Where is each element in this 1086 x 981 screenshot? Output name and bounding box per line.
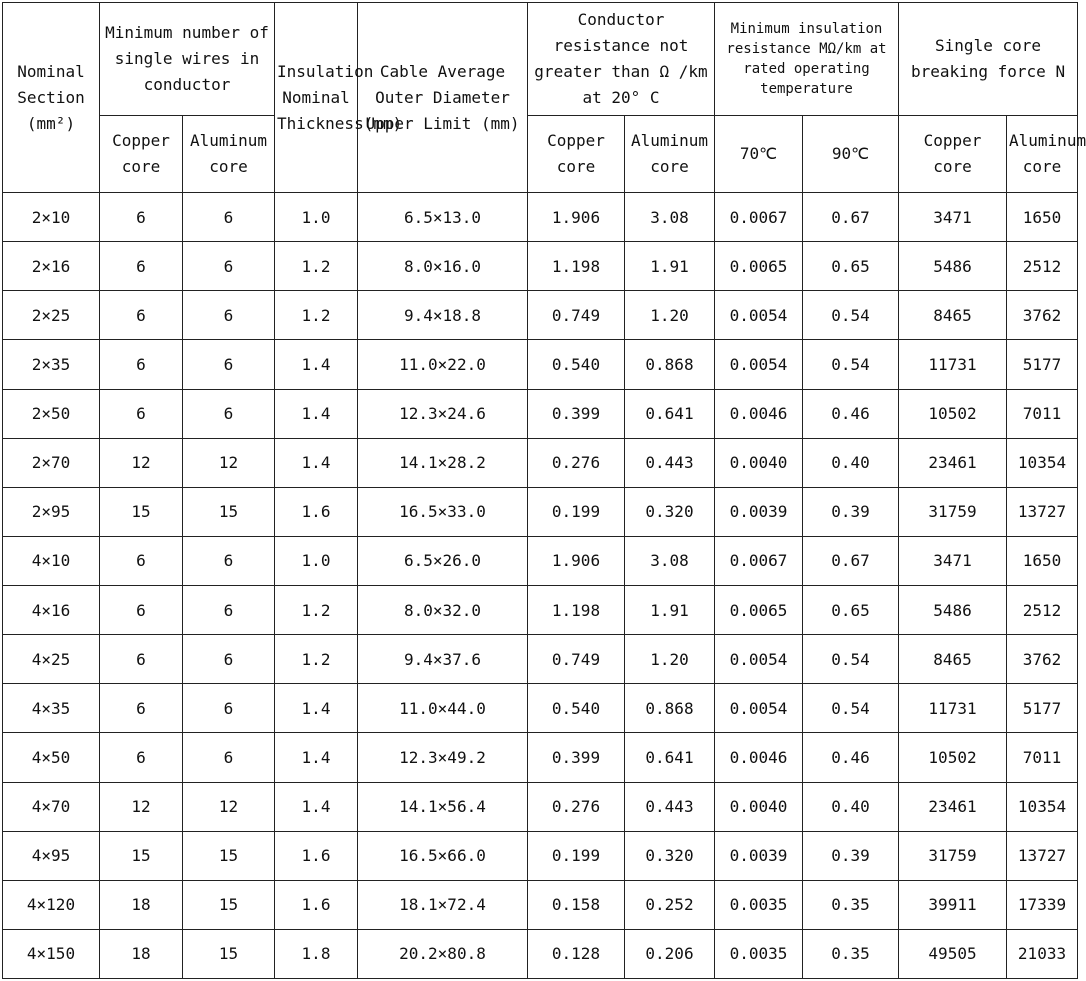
min-wires-copper-cell: 6 <box>100 242 183 291</box>
resistance-copper-cell: 0.399 <box>528 733 625 782</box>
breaking-force-copper-cell: 10502 <box>899 733 1007 782</box>
resistance-copper-cell: 0.199 <box>528 487 625 536</box>
breaking-force-copper-cell: 5486 <box>899 586 1007 635</box>
outer-diameter-cell: 12.3×24.6 <box>358 389 528 438</box>
insulation-resistance-header: Minimum insulation resistance MΩ/km at rated operating temperature <box>715 3 899 116</box>
nominal-section-cell: 4×150 <box>3 929 100 978</box>
insulation-thickness-cell: 1.2 <box>275 586 358 635</box>
outer-diameter-cell: 9.4×18.8 <box>358 291 528 340</box>
insulation-thickness-cell: 1.4 <box>275 340 358 389</box>
resistance-copper-cell: 0.276 <box>528 782 625 831</box>
table-row <box>3 536 1078 585</box>
min-wires-aluminum-cell: 12 <box>183 438 275 487</box>
insulation-resistance-90-cell: 0.35 <box>803 880 899 929</box>
outer-diameter-cell: 6.5×13.0 <box>358 193 528 242</box>
breaking-force-aluminum-cell: 5177 <box>1007 684 1078 733</box>
breaking-force-aluminum-cell: 1650 <box>1007 193 1078 242</box>
table-header <box>3 3 1086 193</box>
insulation-thickness-header: Insulation Nominal Thickness(mm) <box>275 3 358 193</box>
breaking-force-aluminum-cell: 7011 <box>1007 733 1078 782</box>
outer-diameter-cell: 8.0×16.0 <box>358 242 528 291</box>
breaking-force-aluminum-cell: 21033 <box>1007 929 1078 978</box>
temp-90-header: 90℃ <box>803 116 899 193</box>
insulation-resistance-70-cell: 0.0035 <box>715 929 803 978</box>
outer-diameter-cell: 20.2×80.8 <box>358 929 528 978</box>
resistance-aluminum-cell: 1.20 <box>625 291 715 340</box>
min-wires-copper-cell: 6 <box>100 389 183 438</box>
outer-diameter-cell: 16.5×66.0 <box>358 831 528 880</box>
resistance-aluminum-cell: 0.320 <box>625 487 715 536</box>
resistance-copper-cell: 0.540 <box>528 684 625 733</box>
insulation-thickness-cell: 1.2 <box>275 242 358 291</box>
resistance-aluminum-cell: 0.443 <box>625 782 715 831</box>
table-row <box>3 291 1078 340</box>
breaking-force-aluminum-cell: 13727 <box>1007 831 1078 880</box>
insulation-resistance-70-cell: 0.0054 <box>715 635 803 684</box>
insulation-resistance-70-cell: 0.0046 <box>715 389 803 438</box>
insulation-resistance-90-cell: 0.54 <box>803 635 899 684</box>
breaking-force-aluminum-cell: 3762 <box>1007 291 1078 340</box>
breaking-force-aluminum-cell: 1650 <box>1007 536 1078 585</box>
nominal-section-cell: 2×16 <box>3 242 100 291</box>
breaking-force-aluminum-cell: 3762 <box>1007 635 1078 684</box>
min-wires-copper-cell: 18 <box>100 880 183 929</box>
min-wires-aluminum-cell: 6 <box>183 242 275 291</box>
cable-spec-table <box>2 2 1086 979</box>
insulation-thickness-cell: 1.4 <box>275 438 358 487</box>
insulation-resistance-70-cell: 0.0054 <box>715 684 803 733</box>
insulation-resistance-90-cell: 0.39 <box>803 487 899 536</box>
nominal-section-cell: 4×10 <box>3 536 100 585</box>
insulation-thickness-cell: 1.2 <box>275 291 358 340</box>
insulation-resistance-70-cell: 0.0065 <box>715 242 803 291</box>
insulation-resistance-70-cell: 0.0040 <box>715 782 803 831</box>
resistance-aluminum-cell: 1.91 <box>625 242 715 291</box>
table-row <box>3 635 1078 684</box>
nominal-section-header: Nominal Section (mm²) <box>3 3 100 193</box>
insulation-thickness-cell: 1.2 <box>275 635 358 684</box>
insulation-thickness-cell: 1.0 <box>275 193 358 242</box>
table-row <box>3 438 1078 487</box>
outer-diameter-cell: 8.0×32.0 <box>358 586 528 635</box>
resistance-aluminum-cell: 0.641 <box>625 733 715 782</box>
resistance-copper-cell: 0.128 <box>528 929 625 978</box>
nominal-section-cell: 2×95 <box>3 487 100 536</box>
table-row <box>3 880 1078 929</box>
resistance-aluminum-cell: 1.91 <box>625 586 715 635</box>
insulation-resistance-90-cell: 0.46 <box>803 389 899 438</box>
min-wires-aluminum-cell: 15 <box>183 880 275 929</box>
breaking-force-aluminum-cell: 10354 <box>1007 782 1078 831</box>
nominal-section-cell: 4×35 <box>3 684 100 733</box>
resistance-copper-cell: 1.198 <box>528 586 625 635</box>
min-wires-aluminum-cell: 6 <box>183 193 275 242</box>
min-wires-copper-cell: 12 <box>100 438 183 487</box>
min-wires-copper-cell: 6 <box>100 193 183 242</box>
outer-diameter-cell: 11.0×44.0 <box>358 684 528 733</box>
min-wires-aluminum-cell: 15 <box>183 487 275 536</box>
breaking-force-copper-cell: 23461 <box>899 438 1007 487</box>
insulation-resistance-70-cell: 0.0039 <box>715 487 803 536</box>
insulation-resistance-90-cell: 0.65 <box>803 242 899 291</box>
insulation-resistance-90-cell: 0.35 <box>803 929 899 978</box>
breaking-force-copper-cell: 3471 <box>899 536 1007 585</box>
breaking-force-copper-cell: 11731 <box>899 684 1007 733</box>
insulation-resistance-90-cell: 0.40 <box>803 782 899 831</box>
resistance-aluminum-cell: 0.641 <box>625 389 715 438</box>
nominal-section-cell: 2×25 <box>3 291 100 340</box>
resistance-aluminum-cell: 3.08 <box>625 536 715 585</box>
resistance-aluminum-cell: 0.252 <box>625 880 715 929</box>
insulation-resistance-90-cell: 0.46 <box>803 733 899 782</box>
insulation-resistance-70-cell: 0.0067 <box>715 536 803 585</box>
resistance-copper-cell: 0.199 <box>528 831 625 880</box>
insulation-resistance-90-cell: 0.65 <box>803 586 899 635</box>
table-row <box>3 684 1078 733</box>
min-wires-header: Minimum number of single wires in conductor <box>100 3 275 116</box>
breaking-force-copper-cell: 3471 <box>899 193 1007 242</box>
resistance-copper-cell: 0.158 <box>528 880 625 929</box>
outer-diameter-cell: 11.0×22.0 <box>358 340 528 389</box>
table-row <box>3 487 1078 536</box>
min-wires-aluminum-cell: 6 <box>183 635 275 684</box>
resistance-aluminum-cell: 1.20 <box>625 635 715 684</box>
insulation-thickness-cell: 1.6 <box>275 880 358 929</box>
min-wires-aluminum-cell: 6 <box>183 733 275 782</box>
resistance-aluminum-cell: 3.08 <box>625 193 715 242</box>
insulation-resistance-90-cell: 0.54 <box>803 291 899 340</box>
insulation-resistance-90-cell: 0.54 <box>803 684 899 733</box>
min-wires-aluminum-cell: 6 <box>183 291 275 340</box>
min-wires-copper-cell: 6 <box>100 733 183 782</box>
outer-diameter-cell: 14.1×56.4 <box>358 782 528 831</box>
min-wires-aluminum-cell: 6 <box>183 684 275 733</box>
min-wires-copper-cell: 15 <box>100 487 183 536</box>
resistance-copper-cell: 0.540 <box>528 340 625 389</box>
breaking-force-copper-cell: 10502 <box>899 389 1007 438</box>
breaking-force-aluminum-cell: 2512 <box>1007 242 1078 291</box>
breaking-force-copper-cell: 39911 <box>899 880 1007 929</box>
insulation-thickness-cell: 1.4 <box>275 684 358 733</box>
min-wires-aluminum-cell: 15 <box>183 929 275 978</box>
nominal-section-cell: 4×95 <box>3 831 100 880</box>
min-wires-copper-header: Copper core <box>100 116 183 193</box>
breaking-force-aluminum-cell: 5177 <box>1007 340 1078 389</box>
min-wires-aluminum-header: Aluminum core <box>183 116 275 193</box>
table-row <box>3 831 1078 880</box>
breaking-force-aluminum-cell: 7011 <box>1007 389 1078 438</box>
table-row <box>3 340 1078 389</box>
breaking-force-copper-cell: 11731 <box>899 340 1007 389</box>
breaking-force-aluminum-cell: 17339 <box>1007 880 1078 929</box>
resistance-aluminum-cell: 0.320 <box>625 831 715 880</box>
breaking-force-copper-cell: 49505 <box>899 929 1007 978</box>
table-row <box>3 242 1078 291</box>
breaking-force-copper-cell: 8465 <box>899 635 1007 684</box>
resistance-copper-cell: 0.399 <box>528 389 625 438</box>
insulation-thickness-cell: 1.4 <box>275 389 358 438</box>
conductor-resistance-header: Conductor resistance not greater than Ω /km at 20° C <box>528 3 715 116</box>
nominal-section-cell: 2×70 <box>3 438 100 487</box>
nominal-section-cell: 2×35 <box>3 340 100 389</box>
insulation-resistance-70-cell: 0.0065 <box>715 586 803 635</box>
resistance-copper-cell: 1.198 <box>528 242 625 291</box>
nominal-section-cell: 4×50 <box>3 733 100 782</box>
insulation-resistance-90-cell: 0.40 <box>803 438 899 487</box>
breaking-force-aluminum-cell: 2512 <box>1007 586 1078 635</box>
table-row <box>3 929 1078 978</box>
resistance-copper-cell: 1.906 <box>528 193 625 242</box>
resistance-copper-cell: 0.749 <box>528 635 625 684</box>
insulation-resistance-70-cell: 0.0046 <box>715 733 803 782</box>
min-wires-copper-cell: 6 <box>100 586 183 635</box>
outer-diameter-cell: 16.5×33.0 <box>358 487 528 536</box>
resistance-copper-cell: 0.749 <box>528 291 625 340</box>
breaking-force-copper-cell: 23461 <box>899 782 1007 831</box>
min-wires-aluminum-cell: 15 <box>183 831 275 880</box>
min-wires-copper-cell: 6 <box>100 340 183 389</box>
nominal-section-cell: 2×50 <box>3 389 100 438</box>
insulation-resistance-90-cell: 0.39 <box>803 831 899 880</box>
outer-diameter-cell: 9.4×37.6 <box>358 635 528 684</box>
nominal-section-cell: 2×10 <box>3 193 100 242</box>
breaking-force-copper-cell: 5486 <box>899 242 1007 291</box>
table-row <box>3 586 1078 635</box>
min-wires-copper-cell: 6 <box>100 536 183 585</box>
temp-70-header: 70℃ <box>715 116 803 193</box>
outer-diameter-header: Cable Average Outer Diameter Upper Limit (mm) <box>358 3 528 193</box>
insulation-resistance-70-cell: 0.0039 <box>715 831 803 880</box>
min-wires-copper-cell: 6 <box>100 684 183 733</box>
breaking-aluminum-header: Aluminum core <box>1007 116 1078 193</box>
outer-diameter-cell: 18.1×72.4 <box>358 880 528 929</box>
insulation-resistance-90-cell: 0.67 <box>803 536 899 585</box>
table-row <box>3 193 1078 242</box>
insulation-thickness-cell: 1.0 <box>275 536 358 585</box>
min-wires-copper-cell: 6 <box>100 635 183 684</box>
breaking-copper-header: Copper core <box>899 116 1007 193</box>
min-wires-aluminum-cell: 6 <box>183 340 275 389</box>
resistance-aluminum-cell: 0.443 <box>625 438 715 487</box>
resistance-copper-cell: 0.276 <box>528 438 625 487</box>
nominal-section-cell: 4×70 <box>3 782 100 831</box>
outer-diameter-cell: 12.3×49.2 <box>358 733 528 782</box>
resistance-aluminum-cell: 0.868 <box>625 684 715 733</box>
nominal-section-cell: 4×120 <box>3 880 100 929</box>
min-wires-copper-cell: 6 <box>100 291 183 340</box>
min-wires-copper-cell: 18 <box>100 929 183 978</box>
insulation-thickness-cell: 1.6 <box>275 487 358 536</box>
resistance-aluminum-cell: 0.868 <box>625 340 715 389</box>
nominal-section-cell: 4×25 <box>3 635 100 684</box>
breaking-force-aluminum-cell: 10354 <box>1007 438 1078 487</box>
insulation-resistance-70-cell: 0.0054 <box>715 340 803 389</box>
resistance-copper-cell: 1.906 <box>528 536 625 585</box>
insulation-resistance-70-cell: 0.0067 <box>715 193 803 242</box>
insulation-resistance-90-cell: 0.67 <box>803 193 899 242</box>
table-row <box>3 733 1078 782</box>
insulation-thickness-cell: 1.6 <box>275 831 358 880</box>
insulation-resistance-70-cell: 0.0035 <box>715 880 803 929</box>
insulation-thickness-cell: 1.4 <box>275 782 358 831</box>
min-wires-aluminum-cell: 6 <box>183 536 275 585</box>
insulation-resistance-70-cell: 0.0040 <box>715 438 803 487</box>
insulation-thickness-cell: 1.4 <box>275 733 358 782</box>
resistance-copper-header: Copper core <box>528 116 625 193</box>
breaking-force-header: Single core breaking force N <box>899 3 1078 116</box>
table-body <box>3 193 1078 979</box>
min-wires-aluminum-cell: 12 <box>183 782 275 831</box>
breaking-force-aluminum-cell: 13727 <box>1007 487 1078 536</box>
min-wires-copper-cell: 12 <box>100 782 183 831</box>
outer-diameter-cell: 14.1×28.2 <box>358 438 528 487</box>
table-row <box>3 782 1078 831</box>
nominal-section-cell: 4×16 <box>3 586 100 635</box>
resistance-aluminum-cell: 0.206 <box>625 929 715 978</box>
breaking-force-copper-cell: 31759 <box>899 487 1007 536</box>
table-row <box>3 389 1078 438</box>
min-wires-copper-cell: 15 <box>100 831 183 880</box>
min-wires-aluminum-cell: 6 <box>183 586 275 635</box>
insulation-thickness-cell: 1.8 <box>275 929 358 978</box>
insulation-resistance-90-cell: 0.54 <box>803 340 899 389</box>
min-wires-aluminum-cell: 6 <box>183 389 275 438</box>
breaking-force-copper-cell: 31759 <box>899 831 1007 880</box>
outer-diameter-cell: 6.5×26.0 <box>358 536 528 585</box>
breaking-force-copper-cell: 8465 <box>899 291 1007 340</box>
resistance-aluminum-header: Aluminum core <box>625 116 715 193</box>
insulation-resistance-70-cell: 0.0054 <box>715 291 803 340</box>
